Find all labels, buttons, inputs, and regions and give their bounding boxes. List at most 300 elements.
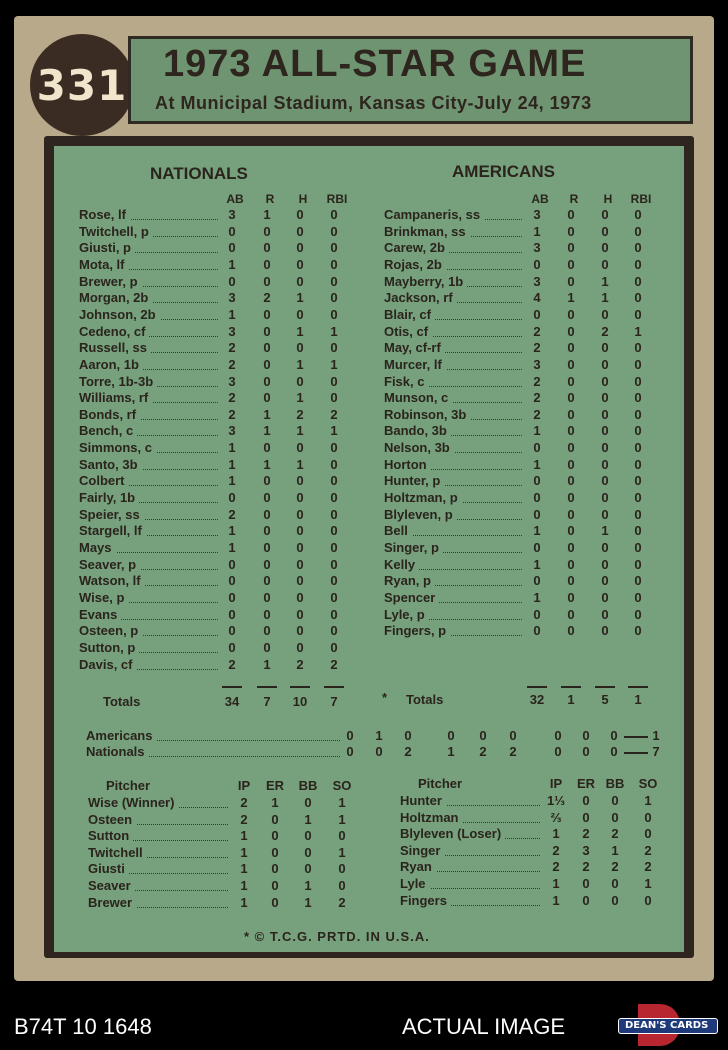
americans-stat: 0	[601, 423, 609, 439]
americans-stat: 0	[567, 406, 575, 422]
americans-col-r: R	[569, 192, 579, 206]
al_pitching-pitcher-name: Singer	[400, 843, 444, 858]
nl_pitching-stat: 1	[338, 795, 346, 810]
nationals-stat: 1	[263, 207, 271, 222]
nationals-stat: 1	[296, 423, 304, 439]
nationals-stat: 1	[228, 306, 236, 322]
nationals-stat: 0	[330, 223, 338, 239]
americans-stat: 0	[634, 273, 642, 289]
logo-text: DEAN'S CARDS	[625, 1020, 709, 1031]
linescore-inning: 0	[447, 728, 455, 743]
al_pitching-pitcher-name: Holtzman	[400, 810, 463, 825]
nationals-col-r: R	[265, 192, 275, 206]
americans-stat: 2	[533, 390, 541, 406]
nationals-total-rule	[222, 686, 242, 688]
nationals-batter-name: Evans	[79, 607, 121, 622]
nationals-batter-name: Mota, lf	[79, 257, 129, 272]
nationals-stat: 2	[228, 340, 236, 356]
al_pitching-pitcher-name: Ryan	[400, 859, 436, 874]
nationals-stat: 0	[263, 256, 271, 272]
nationals-stat: 0	[296, 623, 304, 639]
americans-stat: 2	[601, 323, 609, 339]
americans-stat: 0	[601, 356, 609, 372]
americans-stat: 0	[567, 240, 575, 256]
nationals-header: NATIONALS	[150, 164, 248, 183]
americans-stat: 0	[533, 540, 541, 555]
americans-batter-name: May, cf-rf	[384, 340, 445, 355]
nationals-stat: 0	[330, 556, 338, 572]
nl-pitching-col-bb: BB	[298, 778, 318, 793]
nationals-stat: 0	[330, 306, 338, 322]
al_pitching-stat: 2	[582, 859, 590, 875]
americans-stat: 0	[634, 390, 642, 406]
nationals-stat: 0	[296, 573, 304, 589]
al_pitching-stat: 0	[611, 892, 619, 908]
americans-batter-name: Singer, p	[384, 540, 443, 555]
nl_pitching-stat: 0	[271, 811, 279, 827]
al_pitching-stat: 1	[552, 892, 560, 908]
americans-stat: 0	[533, 606, 541, 622]
linescore-team: Nationals	[86, 744, 149, 759]
americans-stat: 0	[533, 256, 541, 272]
nationals-total-value: 34	[224, 694, 240, 709]
al_pitching-stat: 1⅓	[546, 793, 566, 808]
americans-stat: 0	[601, 589, 609, 605]
nationals-stat: 0	[296, 440, 304, 456]
nl_pitching-stat: 1	[240, 878, 248, 893]
americans-stat: 0	[601, 556, 609, 572]
nl_pitching-stat: 0	[304, 795, 312, 810]
nationals-stat: 0	[263, 273, 271, 289]
nationals-stat: 0	[330, 506, 338, 522]
americans-total-rule	[561, 686, 581, 688]
nl_pitching-stat: 1	[304, 878, 312, 893]
americans-stat: 1	[567, 290, 575, 306]
nl_pitching-stat: 0	[271, 861, 279, 877]
americans-stat: 0	[601, 606, 609, 622]
al_pitching-stat: 0	[582, 809, 590, 825]
americans-stat: 0	[567, 207, 575, 222]
nl_pitching-pitcher-name: Brewer	[88, 895, 136, 910]
footer-inventory-code: B74T 10 1648	[14, 1014, 152, 1039]
americans-stat: 0	[567, 456, 575, 472]
americans-stat: 0	[533, 506, 541, 522]
nl-pitching-col-so: SO	[332, 778, 352, 793]
nationals-totals-label: Totals	[103, 694, 141, 709]
americans-stat: 0	[601, 506, 609, 522]
card-subtitle: At Municipal Stadium, Kansas City-July 24, 1973	[155, 93, 592, 113]
al-pitcher-header: Pitcher	[418, 776, 463, 791]
americans-batter-name: Horton	[384, 457, 431, 472]
americans-batter-name: Brinkman, ss	[384, 224, 470, 239]
linescore-inning: 2	[404, 744, 412, 759]
nationals-stat: 3	[228, 373, 236, 389]
nl_pitching-stat: 2	[338, 894, 346, 910]
nationals-stat: 0	[263, 373, 271, 389]
americans-stat: 0	[634, 490, 642, 506]
nationals-stat: 1	[296, 323, 304, 339]
al_pitching-stat: 1	[611, 842, 619, 858]
nationals-stat: 0	[296, 273, 304, 289]
nationals-stat: 2	[296, 406, 304, 422]
nationals-stat: 0	[296, 506, 304, 522]
nationals-stat: 1	[330, 356, 338, 372]
nationals-stat: 0	[330, 540, 338, 555]
linescore-inning: 0	[582, 728, 590, 743]
nationals-stat: 0	[296, 556, 304, 572]
americans-stat: 0	[634, 523, 642, 539]
nationals-batter-name: Colbert	[79, 473, 129, 488]
nationals-stat: 1	[263, 656, 271, 672]
americans-stat: 0	[533, 440, 541, 456]
americans-stat: 0	[533, 573, 541, 589]
nationals-stat: 0	[228, 573, 236, 589]
nationals-stat: 0	[296, 606, 304, 622]
nl_pitching-stat: 0	[271, 844, 279, 860]
al_pitching-stat: 2	[582, 826, 590, 842]
nationals-batter-name: Stargell, lf	[79, 523, 146, 538]
americans-stat: 0	[601, 456, 609, 472]
americans-total-value: 1	[567, 692, 575, 707]
nationals-stat: 1	[296, 390, 304, 406]
americans-totals-label: Totals	[406, 692, 444, 707]
nationals-stat: 0	[330, 290, 338, 306]
americans-stat: 0	[567, 523, 575, 539]
americans-batter-name: Otis, cf	[384, 324, 432, 339]
americans-stat: 1	[533, 589, 541, 605]
nationals-batter-name: Aaron, 1b	[79, 357, 143, 372]
americans-stat: 0	[634, 223, 642, 239]
nationals-stat: 0	[330, 440, 338, 456]
nationals-stat: 0	[228, 223, 236, 239]
americans-stat: 0	[567, 223, 575, 239]
nationals-batter-name: Bonds, rf	[79, 407, 140, 422]
nl_pitching-stat: 1	[304, 811, 312, 827]
americans-batter-name: Fingers, p	[384, 623, 450, 638]
nationals-stat: 0	[296, 223, 304, 239]
americans-stat: 0	[567, 256, 575, 272]
nationals-stat: 1	[296, 356, 304, 372]
nl-pitching-col-er: ER	[265, 778, 285, 793]
nationals-stat: 0	[330, 273, 338, 289]
americans-stat: 1	[533, 223, 541, 239]
linescore-inning: 0	[404, 728, 412, 743]
nationals-stat: 2	[330, 656, 338, 672]
nationals-stat: 1	[228, 256, 236, 272]
americans-col-ab: AB	[531, 192, 549, 206]
americans-stat: 3	[533, 207, 541, 222]
linescore-dash	[624, 736, 648, 738]
americans-stat: 0	[567, 423, 575, 439]
al_pitching-pitcher-name: Blyleven (Loser)	[400, 826, 505, 841]
nationals-stat: 1	[263, 423, 271, 439]
nl_pitching-stat: 0	[271, 894, 279, 910]
americans-stat: 0	[634, 623, 642, 639]
americans-stat: 0	[601, 223, 609, 239]
nationals-col-rbi: RBI	[326, 192, 348, 206]
al_pitching-pitcher-name: Hunter	[400, 793, 446, 808]
nationals-batter-name: Rose, lf	[79, 207, 130, 222]
al_pitching-pitcher-name: Lyle	[400, 876, 430, 891]
nationals-stat: 0	[330, 490, 338, 506]
americans-stat: 0	[634, 340, 642, 356]
americans-stat: 0	[567, 540, 575, 555]
nationals-stat: 3	[228, 423, 236, 439]
americans-batter-name: Kelly	[384, 557, 419, 572]
nl_pitching-stat: 0	[271, 828, 279, 844]
al_pitching-stat: 0	[611, 809, 619, 825]
al_pitching-stat: 3	[582, 842, 590, 858]
nationals-stat: 2	[330, 406, 338, 422]
linescore-inning: 0	[346, 728, 354, 743]
nationals-stat: 0	[263, 490, 271, 506]
nationals-stat: 0	[263, 340, 271, 356]
nationals-stat: 0	[296, 639, 304, 655]
nl_pitching-stat: 0	[304, 828, 312, 844]
americans-totals-star: *	[382, 690, 388, 705]
linescore-total: 7	[652, 744, 660, 759]
nationals-stat: 0	[330, 207, 338, 222]
al_pitching-stat: 1	[644, 793, 652, 808]
americans-stat: 2	[533, 340, 541, 356]
americans-header: AMERICANS	[452, 162, 555, 181]
nationals-stat: 0	[330, 573, 338, 589]
nationals-stat: 1	[263, 456, 271, 472]
nationals-total-rule	[257, 686, 277, 688]
al_pitching-stat: 2	[644, 842, 652, 858]
nationals-stat: 0	[263, 323, 271, 339]
americans-stat: 0	[634, 356, 642, 372]
nl_pitching-pitcher-name: Sutton	[88, 828, 133, 843]
nl_pitching-pitcher-name: Giusti	[88, 861, 129, 876]
americans-stat: 0	[567, 390, 575, 406]
deans-cards-logo	[618, 1004, 718, 1046]
americans-stat: 3	[533, 240, 541, 256]
al_pitching-stat: 2	[552, 859, 560, 875]
nationals-batter-name: Russell, ss	[79, 340, 151, 355]
americans-batter-name: Bell	[384, 523, 412, 538]
americans-stat: 0	[601, 207, 609, 222]
nationals-stat: 0	[296, 490, 304, 506]
americans-stat: 0	[634, 456, 642, 472]
nationals-batter-name: Watson, lf	[79, 573, 145, 588]
nl_pitching-stat: 1	[240, 828, 248, 844]
americans-stat: 0	[567, 273, 575, 289]
americans-stat: 1	[634, 323, 642, 339]
nationals-stat: 0	[263, 573, 271, 589]
nl_pitching-stat: 1	[338, 811, 346, 827]
americans-stat: 0	[634, 240, 642, 256]
americans-col-rbi: RBI	[630, 192, 652, 206]
nationals-stat: 0	[228, 639, 236, 655]
americans-total-rule	[628, 686, 648, 688]
al_pitching-stat: 1	[552, 876, 560, 891]
nationals-total-rule	[290, 686, 310, 688]
linescore-inning: 0	[479, 728, 487, 743]
nationals-stat: 0	[296, 340, 304, 356]
americans-batter-name: Rojas, 2b	[384, 257, 446, 272]
nationals-batter-name: Santo, 3b	[79, 457, 142, 472]
card-header	[128, 36, 693, 124]
nl_pitching-pitcher-name: Seaver	[88, 878, 135, 893]
americans-stat: 0	[601, 256, 609, 272]
linescore-inning: 0	[610, 728, 618, 743]
nationals-batter-name: Morgan, 2b	[79, 290, 152, 305]
nationals-stat: 0	[330, 589, 338, 605]
al_pitching-stat: 0	[611, 793, 619, 808]
nationals-stat: 0	[263, 356, 271, 372]
nationals-total-value: 7	[330, 694, 338, 709]
nationals-batter-name: Brewer, p	[79, 274, 142, 289]
nationals-stat: 0	[263, 639, 271, 655]
nationals-stat: 1	[296, 456, 304, 472]
logo-banner	[618, 1018, 718, 1034]
al_pitching-stat: 0	[582, 876, 590, 891]
nationals-stat: 1	[228, 473, 236, 489]
nationals-batter-name: Twitchell, p	[79, 224, 153, 239]
nationals-stat: 0	[296, 207, 304, 222]
nationals-stat: 2	[228, 506, 236, 522]
nl_pitching-stat: 0	[271, 878, 279, 893]
americans-stat: 0	[567, 589, 575, 605]
nationals-stat: 0	[263, 506, 271, 522]
nationals-batter-name: Mays	[79, 540, 116, 555]
nationals-stat: 0	[263, 306, 271, 322]
americans-stat: 0	[634, 473, 642, 489]
nationals-stat: 0	[228, 490, 236, 506]
americans-stat: 0	[634, 423, 642, 439]
nl_pitching-stat: 0	[338, 878, 346, 893]
al_pitching-stat: 0	[644, 809, 652, 825]
al_pitching-stat: 0	[582, 793, 590, 808]
nl_pitching-pitcher-name: Osteen	[88, 812, 136, 827]
americans-stat: 0	[567, 356, 575, 372]
americans-stat: 0	[601, 540, 609, 555]
al_pitching-pitcher-name: Fingers	[400, 893, 451, 908]
nl_pitching-stat: 0	[304, 844, 312, 860]
americans-stat: 2	[533, 323, 541, 339]
nationals-stat: 1	[263, 406, 271, 422]
americans-stat: 0	[567, 490, 575, 506]
americans-stat: 0	[567, 440, 575, 456]
americans-stat: 0	[567, 473, 575, 489]
al_pitching-stat: 2	[644, 859, 652, 875]
nationals-stat: 1	[228, 540, 236, 555]
americans-stat: 0	[634, 506, 642, 522]
nationals-batter-name: Osteen, p	[79, 623, 142, 638]
nationals-total-value: 10	[292, 694, 308, 709]
americans-stat: 1	[601, 523, 609, 539]
nationals-stat: 0	[263, 623, 271, 639]
americans-stat: 0	[634, 256, 642, 272]
nationals-stat: 0	[296, 240, 304, 256]
americans-batter-name: Jackson, rf	[384, 290, 457, 305]
americans-stat: 0	[567, 506, 575, 522]
nl_pitching-stat: 1	[240, 861, 248, 877]
americans-stat: 0	[634, 589, 642, 605]
nationals-stat: 0	[228, 273, 236, 289]
nl_pitching-stat: 2	[240, 795, 248, 810]
americans-stat: 0	[567, 573, 575, 589]
nationals-stat: 0	[296, 306, 304, 322]
americans-stat: 0	[567, 306, 575, 322]
americans-batter-name: Munson, c	[384, 390, 452, 405]
nationals-stat: 0	[263, 589, 271, 605]
nationals-stat: 2	[263, 290, 271, 306]
nl_pitching-pitcher-name: Twitchell	[88, 845, 147, 860]
nationals-stat: 0	[228, 556, 236, 572]
americans-total-value: 32	[529, 692, 545, 707]
card-number-badge	[30, 34, 134, 136]
linescore-inning: 0	[346, 744, 354, 759]
nl_pitching-pitcher-name: Wise (Winner)	[88, 795, 178, 810]
nationals-stat: 1	[330, 423, 338, 439]
al_pitching-stat: 0	[644, 826, 652, 842]
americans-batter-name: Campaneris, ss	[384, 207, 484, 222]
nl_pitching-stat: 0	[338, 861, 346, 877]
americans-batter-name: Bando, 3b	[384, 423, 451, 438]
nl_pitching-stat: 1	[240, 844, 248, 860]
linescore-inning: 0	[554, 744, 562, 759]
nl-pitcher-header: Pitcher	[106, 778, 151, 793]
americans-total-rule	[595, 686, 615, 688]
nationals-stat: 2	[296, 656, 304, 672]
al_pitching-stat: 0	[611, 876, 619, 891]
nationals-stat: 1	[228, 523, 236, 539]
americans-batter-name: Lyle, p	[384, 607, 429, 622]
nationals-batter-name: Davis, cf	[79, 657, 136, 672]
americans-stat: 0	[634, 306, 642, 322]
americans-batter-name: Fisk, c	[384, 374, 428, 389]
nationals-batter-name: Simmons, c	[79, 440, 156, 455]
nationals-stat: 0	[330, 390, 338, 406]
americans-stat: 0	[601, 623, 609, 639]
americans-stat: 1	[601, 290, 609, 306]
nationals-stat: 0	[296, 473, 304, 489]
americans-stat: 0	[601, 306, 609, 322]
americans-batter-name: Carew, 2b	[384, 240, 449, 255]
americans-stat: 0	[567, 623, 575, 639]
americans-stat: 0	[634, 573, 642, 589]
al_pitching-stat: ⅔	[550, 809, 562, 825]
americans-batter-name: Nelson, 3b	[384, 440, 454, 455]
americans-stat: 0	[601, 473, 609, 489]
nl_pitching-stat: 0	[304, 861, 312, 877]
nationals-stat: 3	[228, 207, 236, 222]
americans-stat: 0	[567, 323, 575, 339]
americans-stat: 1	[533, 556, 541, 572]
nationals-stat: 2	[228, 656, 236, 672]
nationals-stat: 0	[296, 540, 304, 555]
nationals-stat: 0	[228, 589, 236, 605]
americans-stat: 0	[634, 290, 642, 306]
linescore-inning: 0	[610, 744, 618, 759]
americans-stat: 0	[634, 406, 642, 422]
americans-stat: 1	[533, 456, 541, 472]
al-pitching-col-so: SO	[638, 776, 658, 791]
nationals-batter-name: Wise, p	[79, 590, 128, 605]
linescore-team: Americans	[86, 728, 156, 743]
nationals-batter-name: Fairly, 1b	[79, 490, 139, 505]
nationals-stat: 0	[330, 623, 338, 639]
nationals-stat: 0	[228, 606, 236, 622]
nl_pitching-stat: 1	[304, 894, 312, 910]
americans-stat: 4	[533, 290, 541, 306]
americans-stat: 0	[601, 340, 609, 356]
americans-stat: 3	[533, 356, 541, 372]
nationals-stat: 3	[228, 323, 236, 339]
americans-total-value: 1	[634, 692, 642, 707]
